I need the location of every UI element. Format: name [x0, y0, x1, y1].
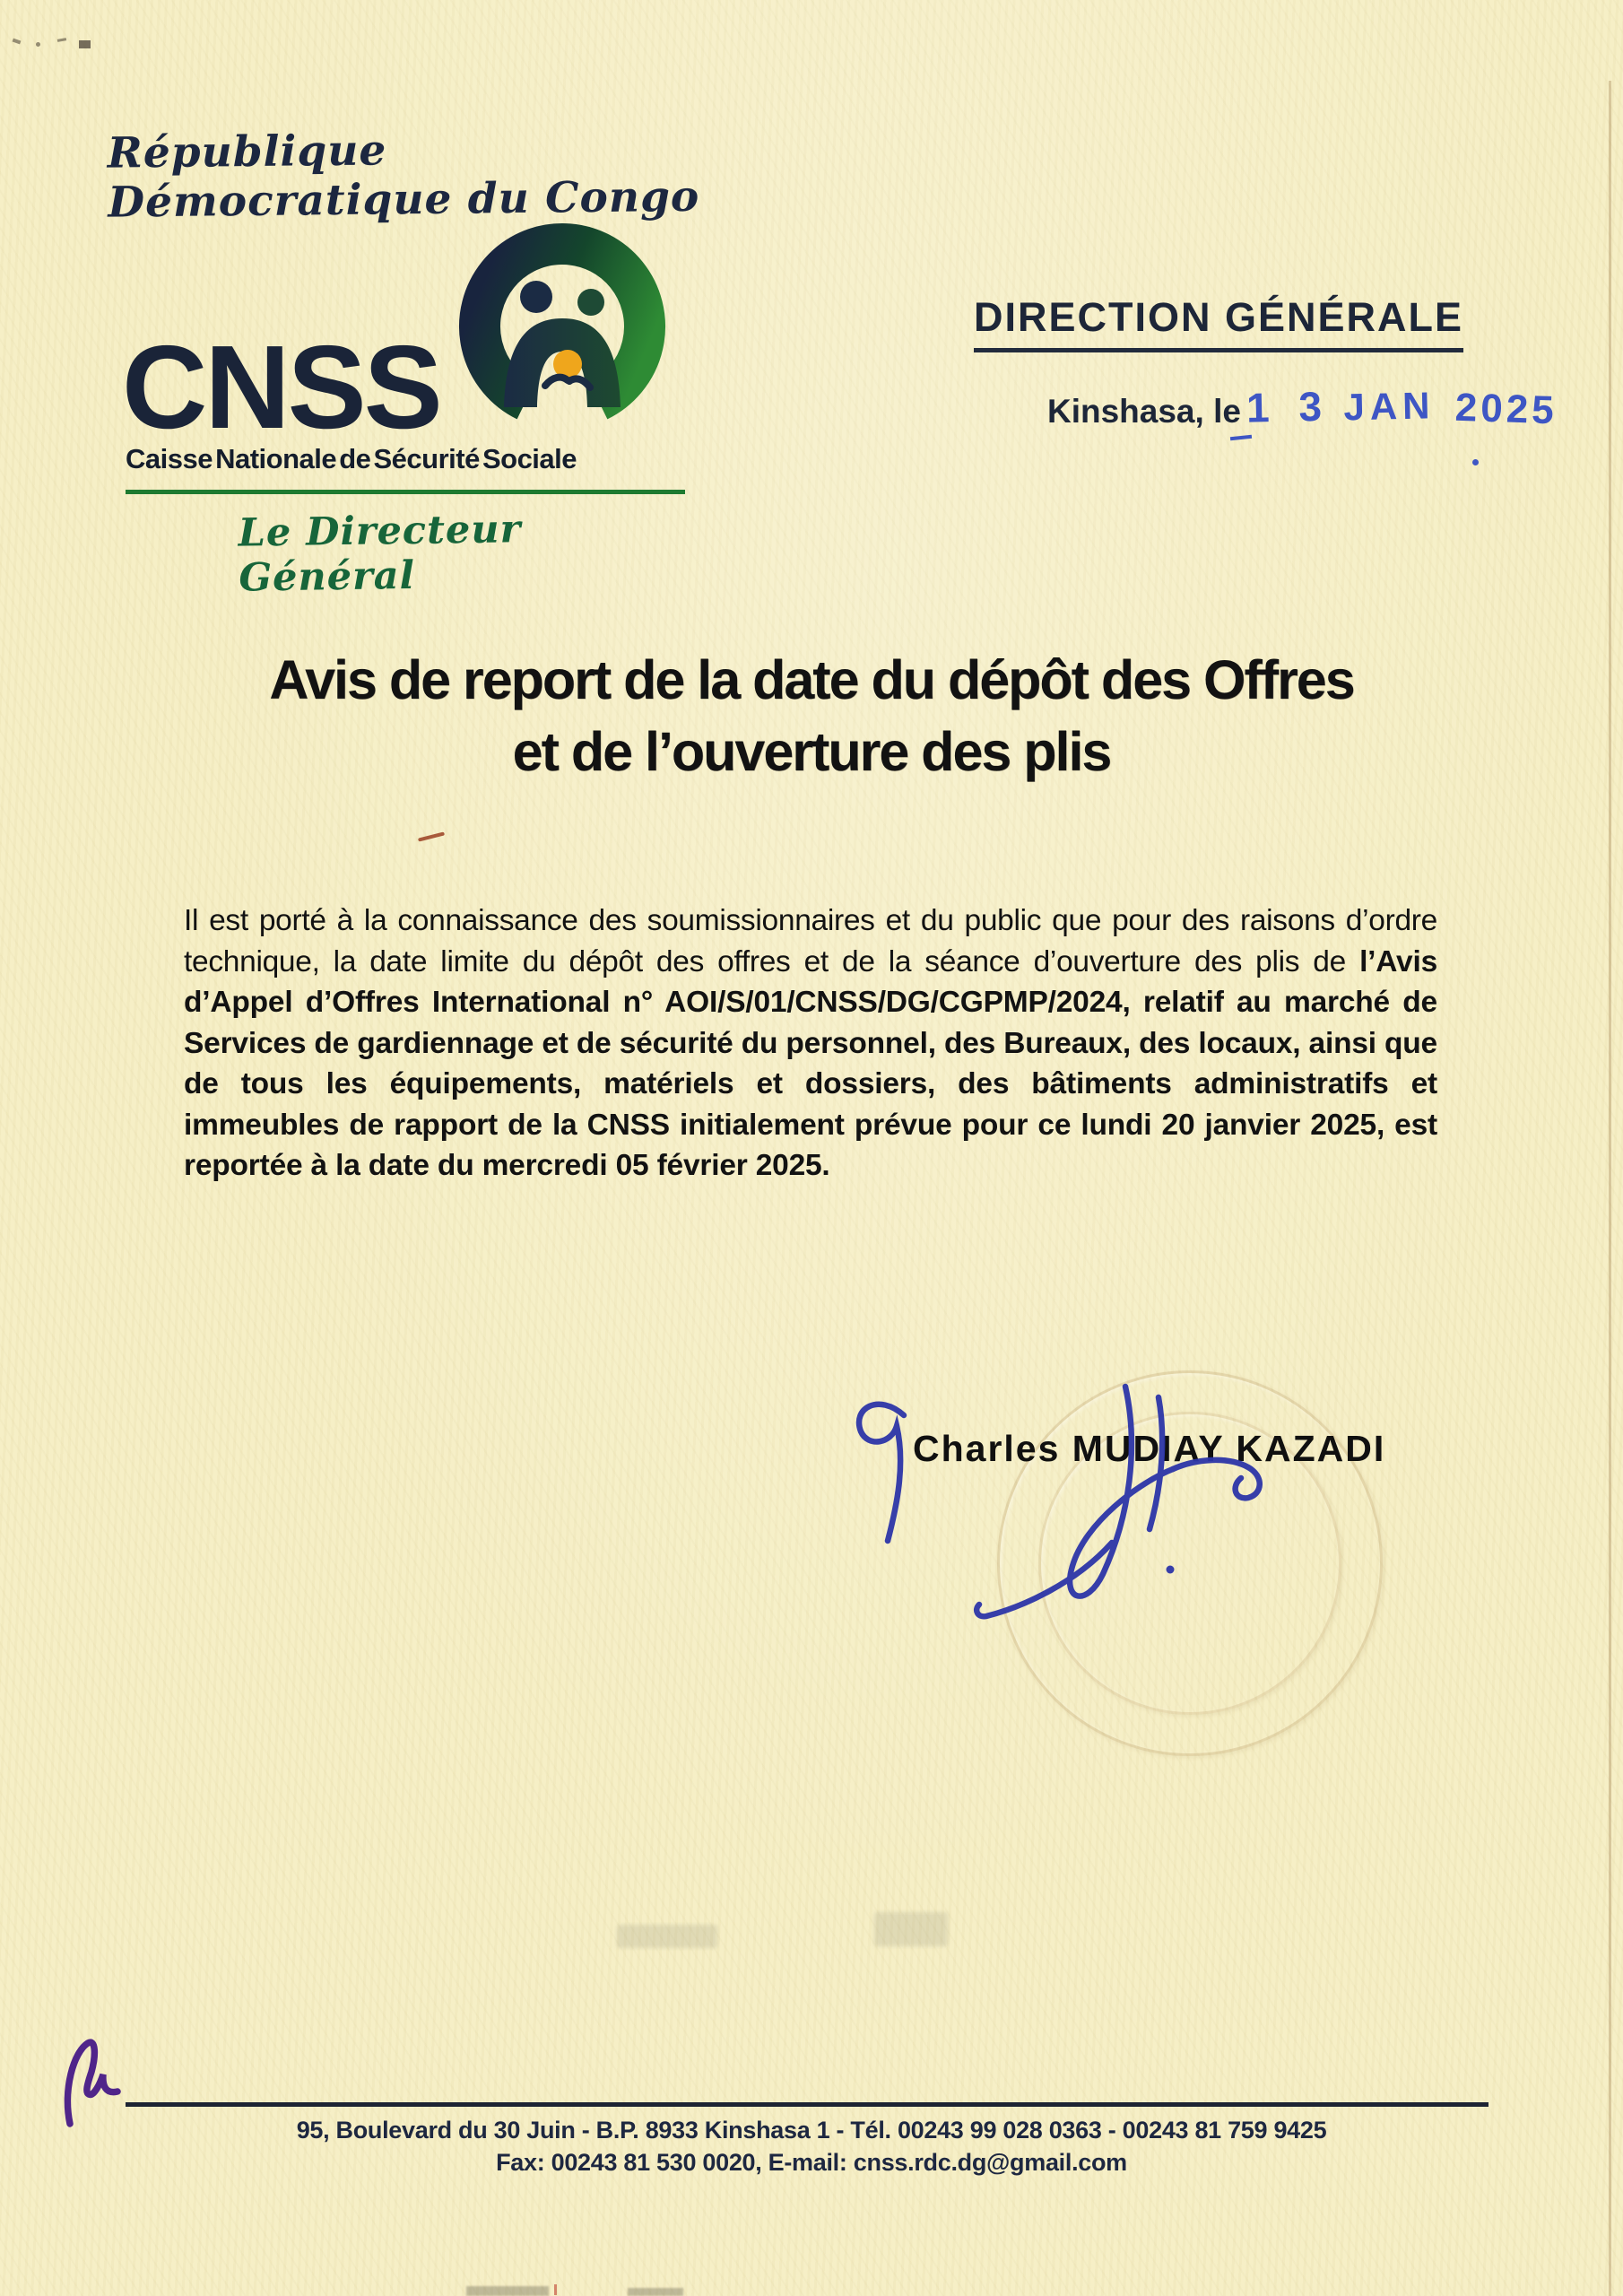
pen-smudge: [13, 39, 22, 45]
bottom-red-tick: [554, 2284, 557, 2295]
stamp-month: JAN: [1342, 384, 1436, 429]
bottom-edge-smudge: [628, 2288, 683, 2296]
document-title-line1: Avis de report de la date du dépôt des Offres: [269, 649, 1354, 710]
green-divider-rule: [126, 490, 685, 494]
scan-edge-shadow: [1609, 81, 1611, 2296]
stamp-year: 2025: [1454, 385, 1558, 433]
date-stamp: [1245, 377, 1558, 431]
footer-contact-line: Fax: 00243 81 530 0020, E-mail: cnss.rdc.dg@gmail.com: [496, 2149, 1127, 2176]
stamp-underscore-mark: [1230, 435, 1252, 440]
signatory-name: Charles MUDIAY KAZADI: [913, 1428, 1386, 1469]
body-paragraph: [184, 900, 1437, 1187]
pen-smudge: [36, 42, 40, 47]
cnss-logo-icon: [441, 210, 685, 468]
org-full-name: Caisse Nationale de Sécurité Sociale: [126, 443, 577, 474]
bottom-edge-smudge: [466, 2286, 549, 2296]
cnss-acronym: CNSS: [122, 321, 440, 453]
stamp-ink-dot: [1472, 459, 1479, 465]
republic-script-line: République Démocratique du Congo: [107, 126, 700, 228]
direction-generale-heading: DIRECTION GÉNÉRALE: [974, 294, 1463, 352]
body-text-regular: Il est porté à la connaissance des soumissionnaires et du public que pour des raisons d’ordre technique, la date limite du dépôt des offres et de la séance d’ouverture des plis de: [184, 904, 1437, 978]
bleedthrough-smudge: [874, 1912, 948, 1946]
body-text-bold: l’Avis d’Appel d’Offres International n° AOI/S/01/CNSS/DG/CGPMP/​2024, relatif au marché de Services de gardiennage et de sécurité du personnel, des Bureaux, des locaux, ainsi que de tous les équipements, matériels et dossiers, des bâtiments administratifs et immeubles de rapport de la CNSS initialement prévue pour ce lundi 20 janvier 2025, est reportée à la date du mercredi 05 février 2025.: [184, 944, 1437, 1182]
pen-smudge: [79, 40, 91, 48]
director-general-script: Le Directeur Général: [238, 507, 522, 601]
stamp-day: 1 3: [1245, 382, 1332, 431]
document-title-line2: et de l’ouverture des plis: [512, 721, 1111, 782]
bleedthrough-smudge: [617, 1925, 717, 1948]
red-pen-dash: [418, 831, 445, 841]
place-date-label: Kinshasa, le: [1047, 393, 1241, 430]
footer-rule: [126, 2102, 1488, 2107]
pen-smudge: [57, 38, 66, 42]
signature-ink-icon: [841, 1361, 1298, 1639]
footer-address-line: 95, Boulevard du 30 Juin - B.P. 8933 Kinshasa 1 - Tél. 00243 99 028 0363 - 00243 81 759 9425: [296, 2117, 1327, 2144]
document-title: [0, 644, 1623, 787]
